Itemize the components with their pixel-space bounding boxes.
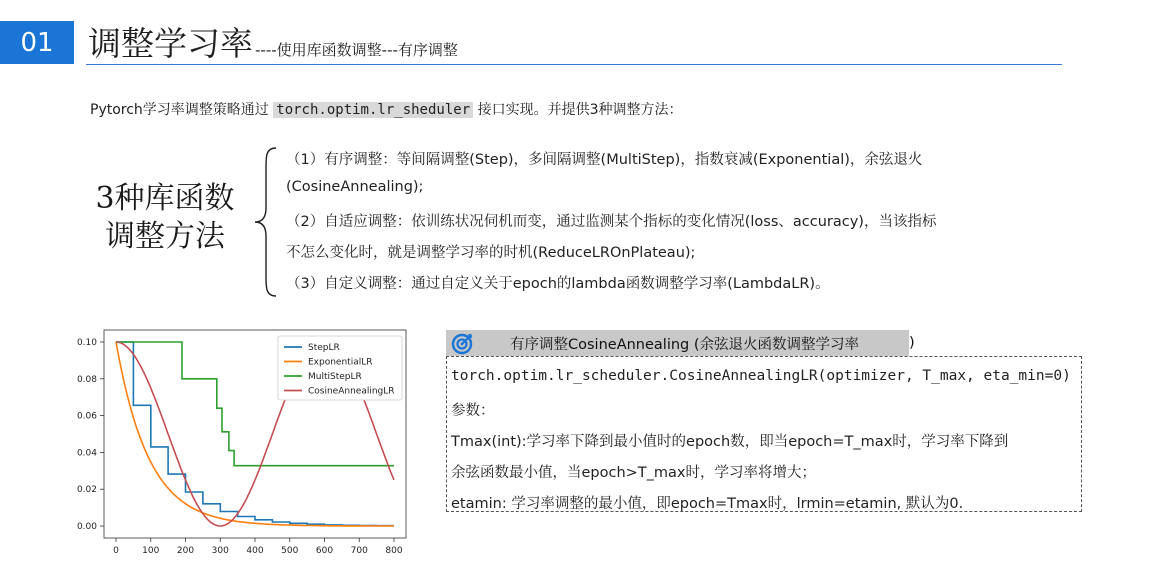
- x-tick-label: 600: [315, 546, 334, 556]
- intro-prefix: Pytorch学习率调整策略通过: [90, 102, 269, 118]
- x-tick-label: 800: [385, 546, 403, 556]
- intro-suffix: 接口实现。并提供3种调整方法：: [477, 102, 683, 118]
- target-icon: [451, 333, 473, 355]
- methods-label-line2: 调整方法: [105, 219, 225, 254]
- y-tick-label: 0.06: [76, 411, 97, 422]
- method-line: （2）自适应调整：依训练状况伺机而变，通过监测某个指标的变化情况(loss、accuracy)，当该指标: [286, 214, 937, 230]
- cosine-line: 参数：: [451, 403, 495, 419]
- method-line: 不怎么变化时，就是调整学习率的时机(ReduceLROnPlateau);: [286, 245, 696, 261]
- y-tick-label: 0.00: [76, 522, 97, 533]
- methods-label-line1: 3种库函数: [95, 181, 235, 216]
- y-tick-label: 0.10: [76, 337, 97, 348]
- x-tick-label: 400: [246, 546, 264, 556]
- x-tick-label: 700: [350, 546, 368, 556]
- cosine-header-bar: [446, 330, 909, 356]
- cosine-line: 余弦函数最小值，当epoch>T_max时，学习率将增大；: [451, 465, 817, 481]
- y-tick-label: 0.04: [76, 448, 97, 459]
- cosine-line: Tmax(int):学习率下降到最小值时的epoch数，即当epoch=T_max时，学习率下降到: [451, 434, 1009, 450]
- legend-label: StepLR: [308, 343, 340, 354]
- curly-brace: [252, 146, 282, 298]
- section-number: 01: [0, 21, 74, 64]
- cosine-line: torch.optim.lr_scheduler.CosineAnnealingLR(optimizer, T_max, eta_min=0): [451, 368, 1071, 384]
- cosine-heading: 有序调整CosineAnnealing (余弦退火函数调整学习率: [510, 336, 860, 353]
- page-subtitle: ----使用库函数调整---有序调整: [255, 41, 458, 59]
- x-tick-label: 200: [176, 546, 195, 556]
- methods-label: [80, 180, 250, 256]
- lr-schedule-chart: [60, 322, 420, 562]
- legend-label: ExponentialLR: [308, 357, 373, 368]
- y-tick-label: 0.02: [76, 485, 97, 496]
- y-tick-label: 0.08: [76, 374, 97, 385]
- title-row: [88, 18, 458, 65]
- legend-label: CosineAnnealingLR: [308, 386, 395, 397]
- x-tick-label: 300: [211, 546, 229, 556]
- page-title: 调整学习率: [88, 24, 253, 63]
- intro-text: [90, 99, 683, 119]
- x-tick-label: 500: [281, 546, 299, 556]
- intro-code: torch.optim.lr_sheduler: [273, 102, 473, 118]
- method-line: （3）自定义调整：通过自定义关于epoch的lambda函数调整学习率(LambdaLR)。: [286, 276, 830, 292]
- cosine-heading-tail: ): [909, 335, 915, 351]
- method-line: (CosineAnnealing);: [286, 179, 424, 195]
- x-tick-label: 100: [142, 546, 160, 556]
- method-line: （1）有序调整：等间隔调整(Step)，多间隔调整(MultiStep)，指数衰减(Exponential)，余弦退火: [286, 152, 923, 168]
- title-underline: [86, 64, 1062, 65]
- x-tick-label: 0: [113, 546, 119, 556]
- cosine-line: etamin: 学习率调整的最小值，即epoch=Tmax时，lrmin=etamin, 默认为0.: [451, 496, 964, 512]
- legend-label: MultiStepLR: [308, 372, 362, 383]
